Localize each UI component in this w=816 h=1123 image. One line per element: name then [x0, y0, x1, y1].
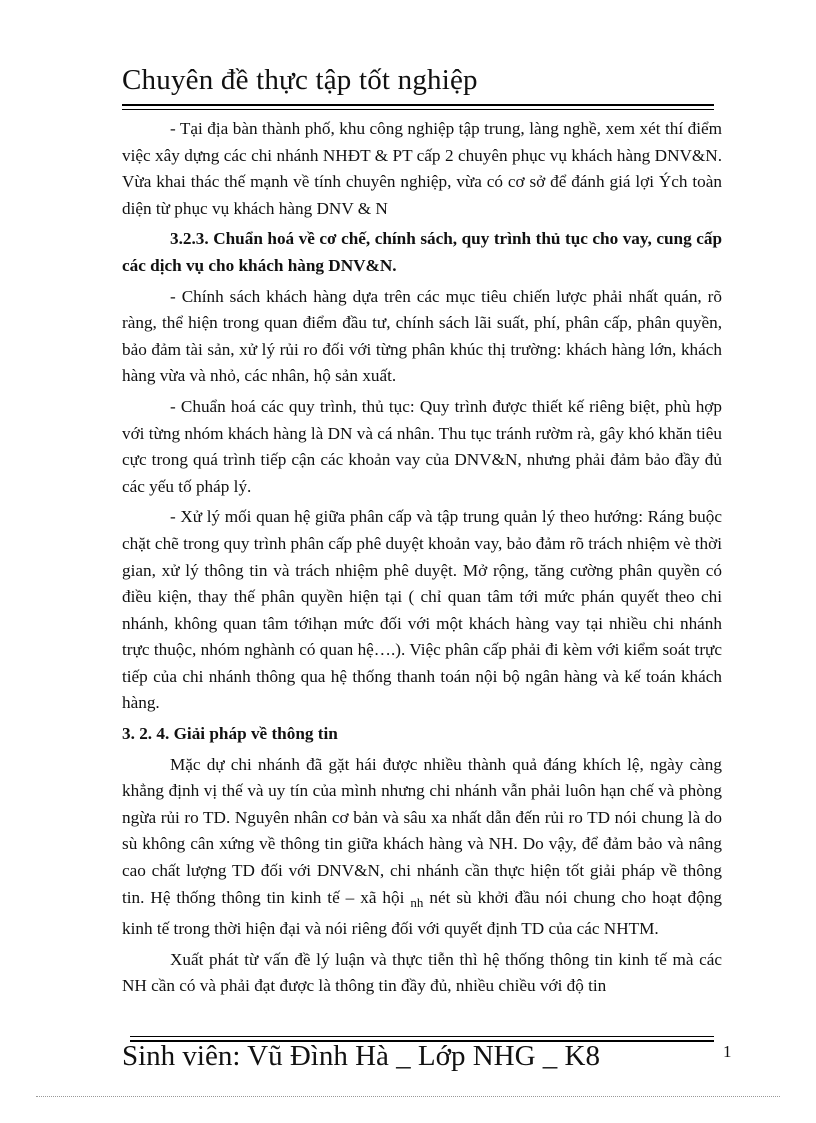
paragraph-standardize-procedures: - Chuẩn hoá các quy trình, thủ tục: Quy trình được thiết kế riêng biệt, phù hợp với từng nhóm khách hàng là DN và cá nhân. Thu tục tránh rườm rà, gây khó khăn tiêu cực trong quá trình tiếp cận các khoản vay của DNV&N, nhưng phải đảm bảo đầy đủ các yếu tố pháp lý. [122, 396, 722, 496]
page-break-dotted-line [36, 1096, 780, 1097]
document-body [122, 116, 722, 1004]
paragraph-information-main: Mặc dự chi nhánh đã gặt hái được nhiều thành quả đáng khích lệ, ngày càng khẳng định vị thế và uy tín của mình nhưng chi nhánh vẫn phải luôn hạn chế và phòng ngừa rủi ro TD. Nguyên nhân cơ bản và sâu xa nhất dẫn đến rủi ro TD nói chung là do sù không cân xứng về thông tin giữa khách hàng và NH. Do vậy, để đảm bảo và nâng cao chất lượng TD đối với DNV&N, chi nhánh cần thực hiện tốt giải pháp về thông tin. Hệ thống thông tin kinh tế – xã hội [122, 754, 722, 907]
page-number: 1 [723, 1042, 732, 1061]
paragraph-information-solution [122, 752, 722, 943]
subscript-fragment: nh [410, 894, 424, 910]
paragraph-customer-policy: - Chính sách khách hàng dựa trên các mục tiêu chiến lược phải nhất quán, rõ ràng, thể hiện trong quan điểm đầu tư, chính sách lãi suất, phí, phân cấp, phân quyền, bảo đảm tài sản, xử lý rủi ro đối với từng phân khúc thị trường: khách hàng lớn, khách hàng vừa và nhỏ, các nhân, hộ sản xuất. [122, 286, 722, 386]
footer-rule-thin [130, 1036, 714, 1037]
section-heading-3-2-4: 3. 2. 4. Giải pháp về thông tin [122, 724, 338, 744]
paragraph-information-tail: nét sù khởi đầu nói chung cho hoạt động kinh tế trong thời hiện đại và nói riêng đối với quyết định TD của các NHTM. [122, 887, 723, 939]
document-header-title: Chuyên đề thực tập tốt nghiệp [122, 64, 478, 96]
paragraph-information-requirements: Xuất phát từ vấn đề lý luận và thực tiễn thì hệ thống thông tin kinh tế mà các NH cần có và phải đạt được là thông tin đầy đủ, nhiều chiều với độ tin [122, 949, 722, 996]
header-rule-thick [122, 104, 714, 106]
paragraph-decentralization: - Xử lý mối quan hệ giữa phân cấp và tập trung quản lý theo hướng: Ráng buộc chặt chẽ trong quy trình phân cấp phê duyệt khoản vay, bảo đảm rõ trách nhiệm vè thời gian, xử lý thông tin và trách nhiệm phê duyệt. Mở rộng, tăng cường phân quyền có điều kiện, thay thế phân quyền hiện tại ( chỉ quan tâm tới mức phán quyết theo chi nhánh, không quan tâm tớihạn mức đối với một khách hàng vay tại nhiều chi nhánh trực thuộc, nhóm nghành có quan hệ….). Việc phân cấp phải đi kèm với kiểm soát trực tiếp của chi nhánh thông qua hệ thống thanh toán nội bộ ngân hàng và kế toán khách hàng. [122, 507, 722, 713]
footer-student-info: Sinh viên: Vũ Đình Hà _ Lớp NHG _ K8 [122, 1040, 600, 1072]
header-rule-thin [122, 109, 714, 110]
section-heading-3-2-3: 3.2.3. Chuẩn hoá về cơ chế, chính sách, quy trình thủ tục cho vay, cung cấp các dịch vụ cho khách hàng DNV&N. [122, 229, 722, 275]
paragraph-branch-pilot: - Tại địa bàn thành phố, khu công nghiệp tập trung, làng nghề, xem xét thí điểm việc xây dựng các chi nhánh NHĐT & PT cấp 2 chuyên phục vụ khách hàng DNV&N. Vừa khai thác thế mạnh về tính chuyên nghiệp, vừa có cơ sở để đánh giá lợi Ých toàn diện từ phục vụ khách hàng DNV & N [122, 119, 722, 218]
